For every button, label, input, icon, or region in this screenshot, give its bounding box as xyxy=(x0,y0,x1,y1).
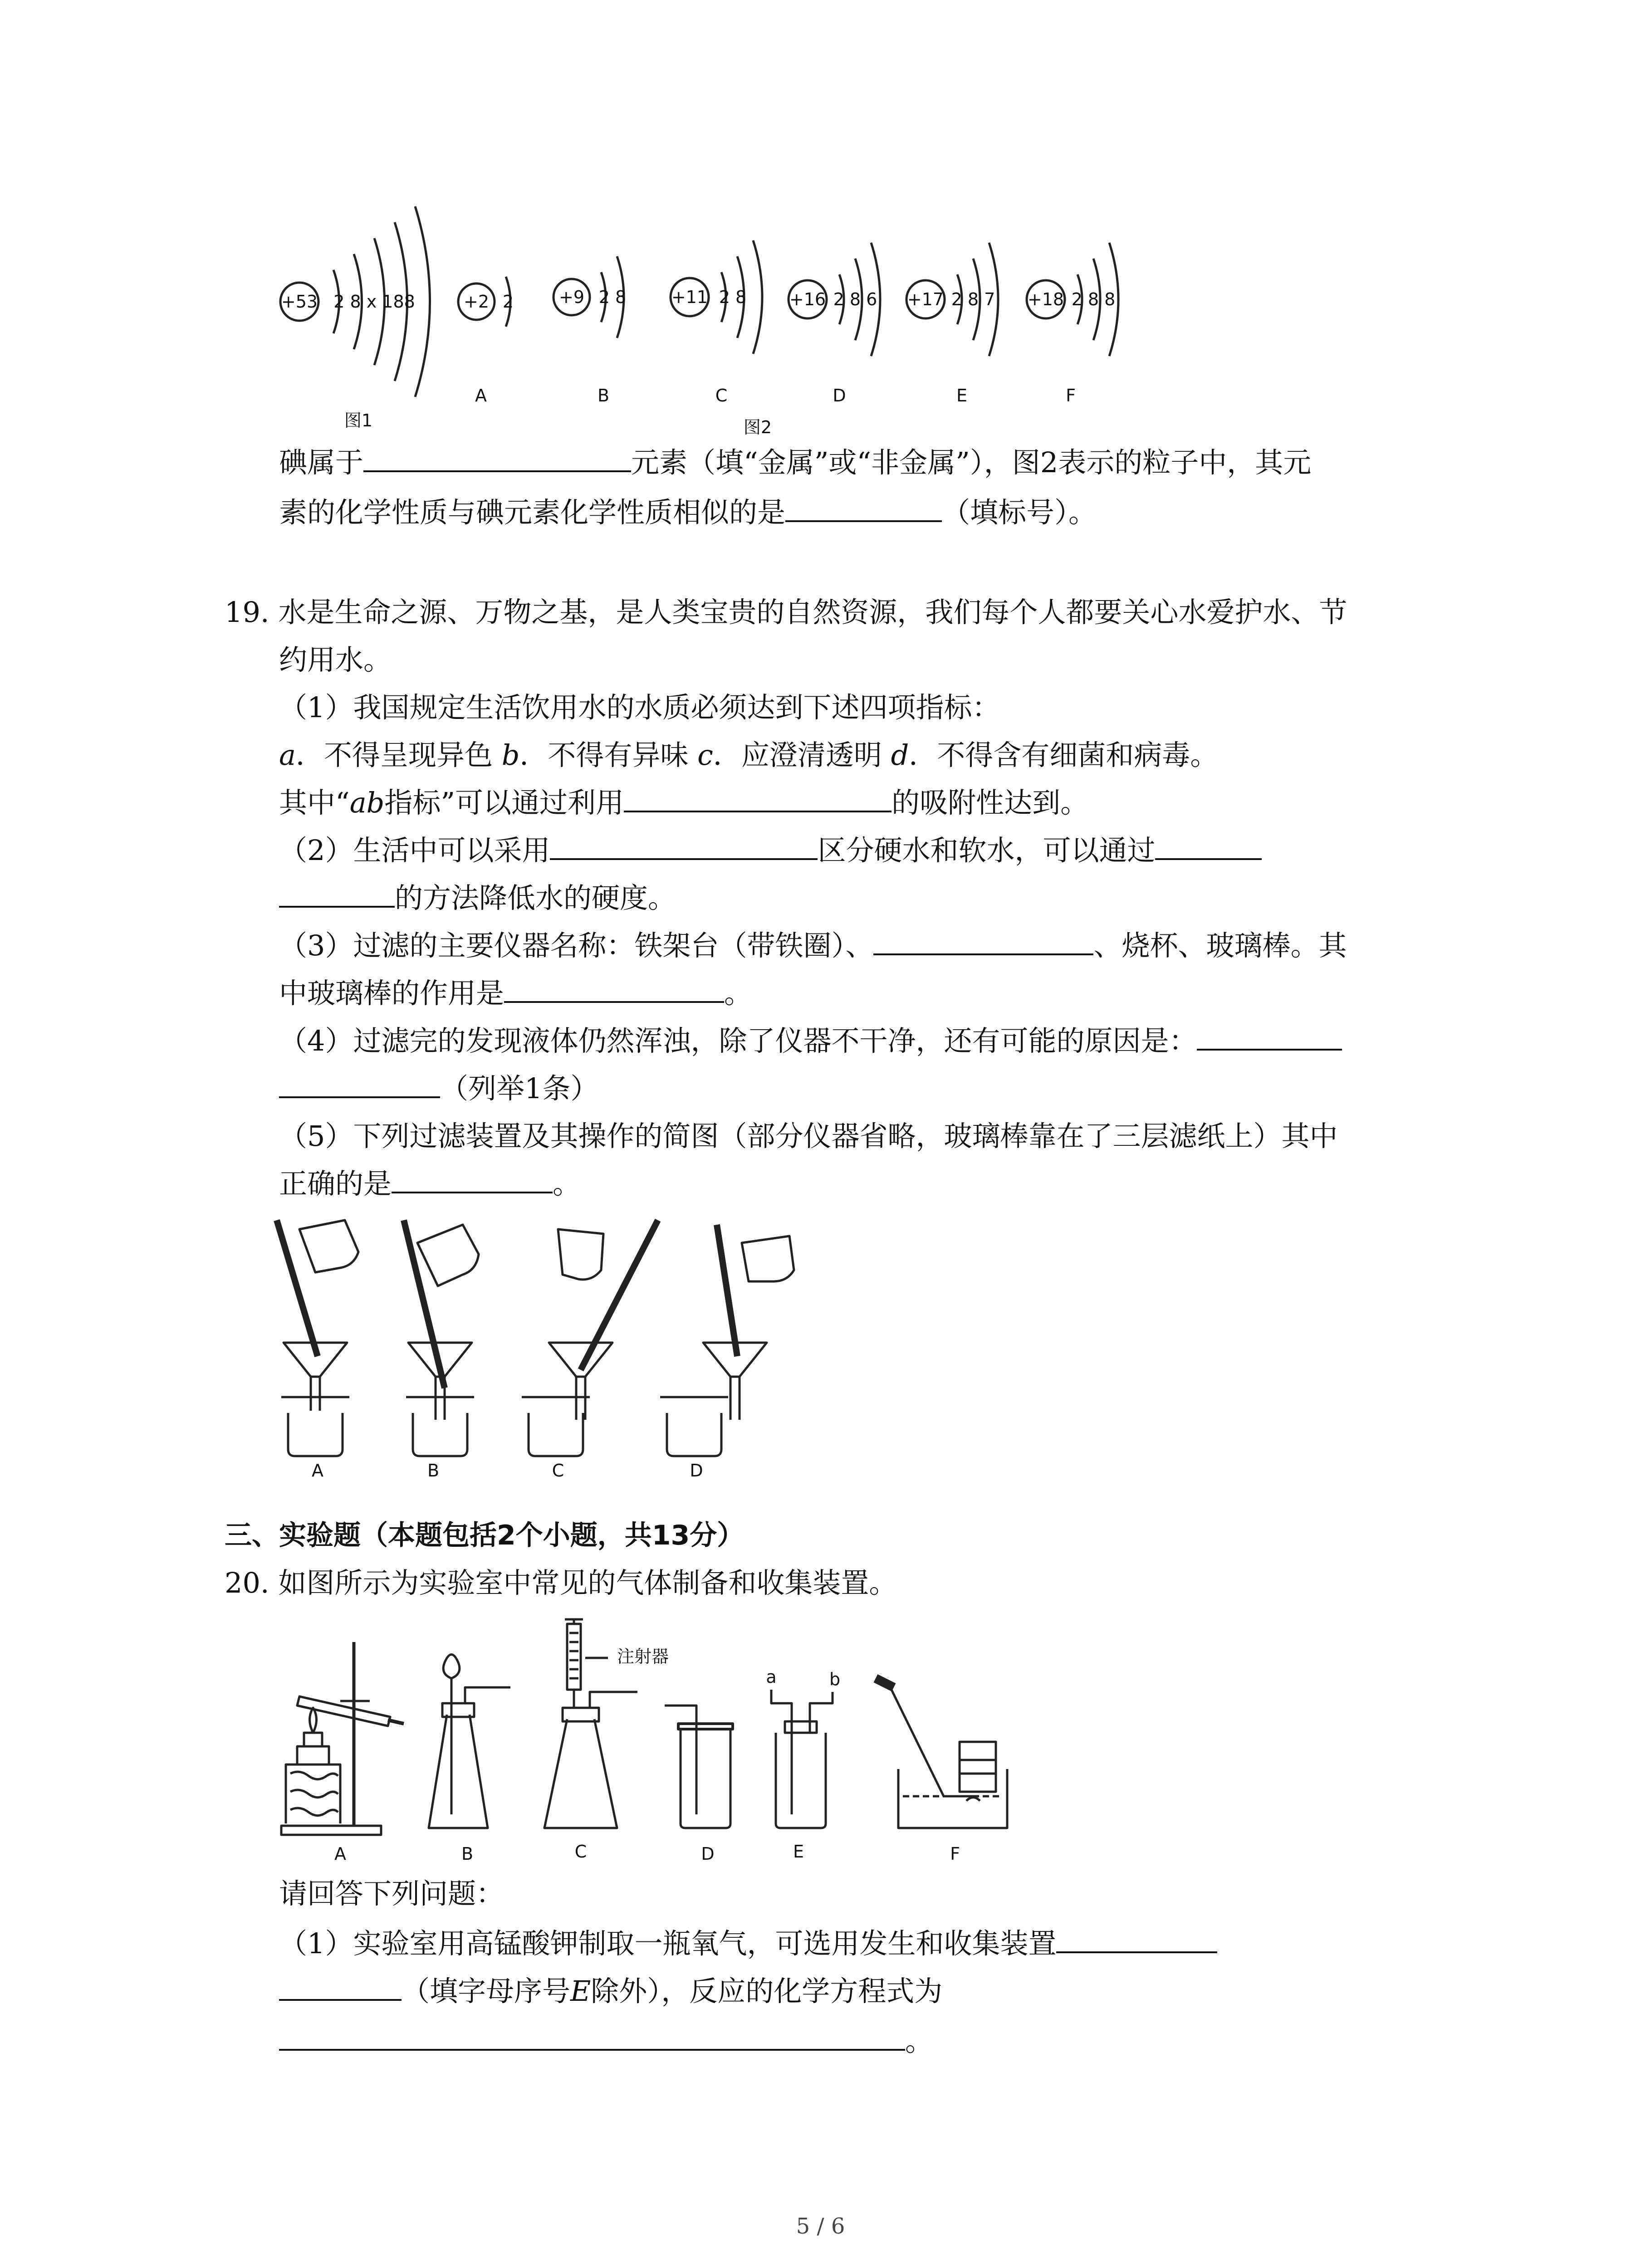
q19-text: 中玻璃棒的作用是 xyxy=(279,977,505,1010)
q19-part-3b xyxy=(279,973,752,1014)
atom-letter-f: F xyxy=(1066,386,1076,406)
criterion-text: ．应澄清透明 xyxy=(713,738,891,772)
criterion-text: ．不得含有细菌和病毒。 xyxy=(909,738,1219,772)
answer-blank[interactable] xyxy=(279,1068,440,1098)
filtration-label-b: B xyxy=(427,1461,440,1479)
q19-stem-1 xyxy=(225,592,1347,633)
atom-shells: 2 8 x 188 xyxy=(333,292,415,312)
q20-part-1 xyxy=(279,1923,1217,1964)
q19-text: （3）过滤的主要仪器名称：铁架台（带铁圈）、 xyxy=(279,929,874,962)
q19-part-1b xyxy=(279,782,1088,823)
answer-blank[interactable] xyxy=(279,1971,402,2001)
apparatus-f xyxy=(876,1678,1007,1828)
apparatus-e xyxy=(771,1690,833,1828)
q20-stem-text: 如图所示为实验室中常见的气体制备和收集装置。 xyxy=(278,1566,897,1599)
q19-criteria xyxy=(279,735,1218,776)
q20-text: 请回答下列问题： xyxy=(279,1877,505,1910)
q19-stem: 约用水。 xyxy=(279,643,392,676)
q20-part-1c xyxy=(279,2021,933,2062)
answer-blank[interactable] xyxy=(363,442,631,472)
q19-text: （1）我国规定生活饮用水的水质必须达到下述四项指标： xyxy=(279,691,1000,724)
q18-text: 碘属于 xyxy=(279,446,364,479)
atom-letter-a: A xyxy=(475,386,487,406)
answer-blank[interactable] xyxy=(1056,1923,1217,1953)
q19-part-4 xyxy=(279,1021,1342,1061)
apparatus-label-f: F xyxy=(950,1844,960,1864)
q19-text: 。 xyxy=(724,977,753,1010)
q19-part-2b xyxy=(279,878,676,919)
q19-text: 的方法降低水的硬度。 xyxy=(395,881,676,914)
atom-letter-c: C xyxy=(715,386,728,406)
q19-text: 、烧杯、玻璃棒。其 xyxy=(1093,929,1347,962)
q18-text: （填标号）。 xyxy=(942,496,1097,529)
criterion-label: b xyxy=(501,738,520,772)
filtration-apparatus-d xyxy=(660,1225,794,1456)
apparatus-label-e: E xyxy=(793,1842,804,1862)
q19-text: （列举1条） xyxy=(440,1072,599,1105)
q19-stem: 水是生命之源、万物之基，是人类宝贵的自然资源，我们每个人都要关心水爱护水、节 xyxy=(278,596,1347,629)
atom-shells: 2 8 8 xyxy=(1071,289,1116,309)
page-number: 5 / 6 xyxy=(796,2214,845,2239)
criterion-label: c xyxy=(697,738,713,772)
q19-stem-2 xyxy=(279,640,392,680)
apparatus-label-c: C xyxy=(574,1842,587,1862)
atom-nucleus: +9 xyxy=(558,287,585,307)
q18-line-2 xyxy=(279,492,1097,533)
criterion-text: ．不得呈现异色 xyxy=(295,738,502,772)
answer-blank[interactable] xyxy=(550,830,818,860)
q18-line-1 xyxy=(279,442,1311,483)
q20-text: （填字母序号 xyxy=(402,1975,571,2008)
q20-text: E xyxy=(570,1975,591,2008)
q18-text: 素的化学性质与碘元素化学性质相似的是 xyxy=(279,496,786,529)
answer-blank[interactable] xyxy=(873,925,1093,955)
atom-nucleus: +17 xyxy=(907,289,944,309)
q19-part-5b xyxy=(279,1163,581,1204)
answer-blank[interactable] xyxy=(504,973,724,1003)
q19-part-3 xyxy=(279,925,1347,966)
apparatus-a xyxy=(281,1642,404,1835)
q19-text: （2）生活中可以采用 xyxy=(279,834,550,867)
apparatus-d xyxy=(665,1706,733,1828)
q19-text: 指标”可以通过利用 xyxy=(384,786,624,819)
atom-letter-b: B xyxy=(597,386,610,406)
atom-nucleus: +18 xyxy=(1027,289,1064,309)
section-3-heading xyxy=(225,1515,744,1556)
syringe-label: 注射器 xyxy=(617,1647,669,1667)
q19-text: 的吸附性达到。 xyxy=(892,786,1089,819)
filtration-apparatus-a xyxy=(277,1220,358,1456)
atom-shells: 2 8 7 xyxy=(951,289,995,309)
filtration-apparatus-b xyxy=(404,1220,479,1456)
atom-nucleus: +2 xyxy=(463,292,490,312)
q19-text: （4）过滤完的发现液体仍然浑浊，除了仪器不干净，还有可能的原因是： xyxy=(279,1024,1197,1057)
atom-letter-e: E xyxy=(956,386,968,406)
atom-nucleus: +53 xyxy=(281,292,318,312)
answer-blank[interactable] xyxy=(392,1163,553,1193)
q19-text: 。 xyxy=(553,1167,581,1200)
apparatus-label-b: B xyxy=(461,1844,474,1864)
criterion-text: ．不得有异味 xyxy=(519,738,698,772)
q20-text: 除外），反应的化学方程式为 xyxy=(591,1975,943,2008)
atom-structure-figure xyxy=(254,195,1161,440)
q19-part-4b xyxy=(279,1068,598,1109)
atom-shells: 2 xyxy=(502,292,514,312)
section-title: 三、实验题（本题包括2个小题，共13分） xyxy=(225,1520,745,1551)
filtration-label-c: C xyxy=(552,1461,564,1479)
port-b-label: b xyxy=(829,1669,841,1689)
answer-blank[interactable] xyxy=(1155,830,1262,860)
fig1-caption: 图1 xyxy=(344,411,373,430)
q20-ask xyxy=(279,1873,504,1914)
answer-blank[interactable] xyxy=(624,782,892,812)
question-number: 20. xyxy=(225,1566,269,1599)
apparatus-label-a: A xyxy=(334,1844,346,1864)
filtration-label-a: A xyxy=(312,1461,323,1479)
gas-apparatus-figure xyxy=(272,1615,1043,1869)
criterion-label: d xyxy=(891,738,909,772)
criterion-label: a xyxy=(279,738,296,772)
answer-blank[interactable] xyxy=(279,878,395,908)
q19-part-5 xyxy=(279,1116,1337,1157)
q19-part-2 xyxy=(279,830,1262,871)
q19-text: 区分硬水和软水，可以通过 xyxy=(818,834,1156,867)
filtration-apparatus-c xyxy=(522,1220,658,1456)
q20-part-1b xyxy=(279,1971,942,2012)
answer-blank[interactable] xyxy=(1197,1021,1342,1051)
q19-part-1 xyxy=(279,687,1000,728)
answer-blank[interactable] xyxy=(279,2021,905,2051)
q19-text: 正确的是 xyxy=(279,1167,392,1200)
fig2-caption: 图2 xyxy=(743,417,772,437)
q20-text: 。 xyxy=(905,2024,934,2058)
atom-nucleus: +16 xyxy=(789,289,826,309)
atom-shells: 2 8 xyxy=(719,287,747,307)
answer-blank[interactable] xyxy=(785,492,942,522)
port-a-label: a xyxy=(766,1667,777,1687)
atom-nucleus: +11 xyxy=(671,287,708,307)
atom-shells: 2 8 6 xyxy=(833,289,877,309)
q19-text: 其中“ xyxy=(279,786,350,819)
atom-letter-d: D xyxy=(833,386,846,406)
apparatus-label-d: D xyxy=(701,1844,715,1864)
q18-text: 元素（填“金属”或“非金属”），图2表示的粒子中，其元 xyxy=(631,446,1312,479)
q20-stem xyxy=(225,1563,897,1603)
apparatus-b xyxy=(429,1655,510,1828)
atom-shells: 2 8 xyxy=(598,287,627,307)
q19-text: ab xyxy=(349,786,385,819)
filtration-figure xyxy=(268,1207,821,1479)
q19-text: （5）下列过滤装置及其操作的简图（部分仪器省略，玻璃棒靠在了三层滤纸上）其中 xyxy=(279,1119,1338,1153)
question-number: 19. xyxy=(225,596,269,629)
q20-text: （1）实验室用高锰酸钾制取一瓶氧气，可选用发生和收集装置 xyxy=(279,1927,1057,1960)
filtration-label-d: D xyxy=(690,1461,703,1479)
